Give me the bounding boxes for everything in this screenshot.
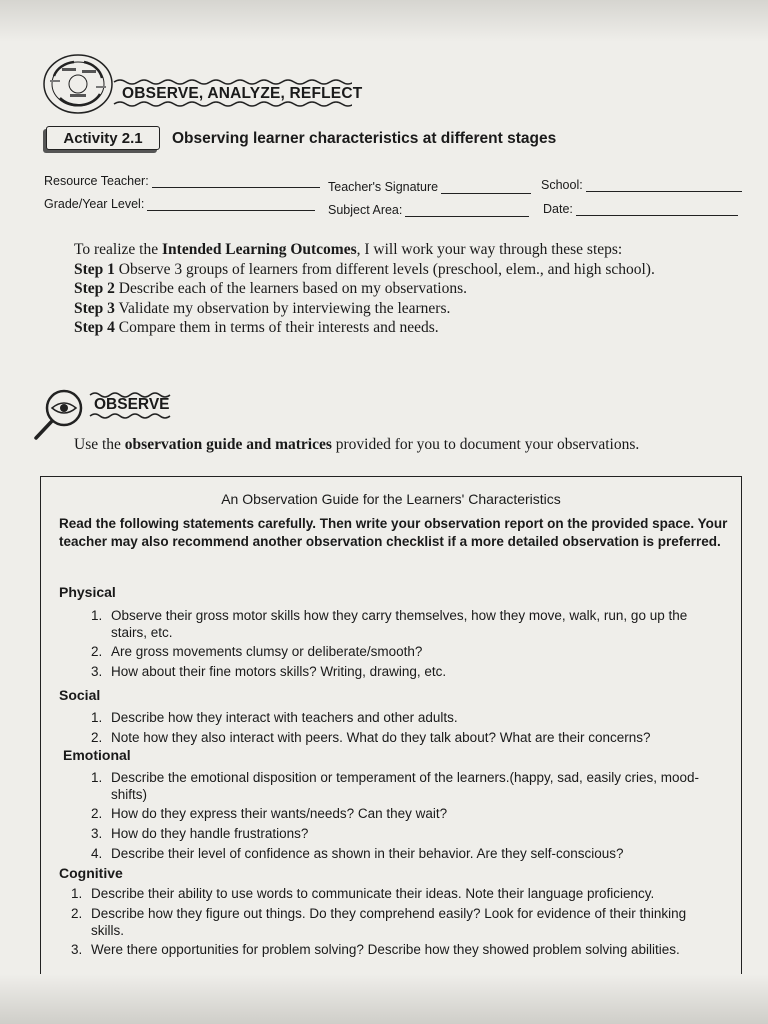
observe-instruction: Use the observation guide and matrices provided for you to document your observations. [74, 436, 640, 453]
date-label: Date: [543, 202, 573, 216]
resource-teacher-field [44, 173, 320, 188]
subject-area-field [328, 202, 529, 217]
physical-item-2: 2. Are gross movements clumsy or deliberate/smooth? [91, 644, 423, 659]
emotional-item-3: 3. How do they handle frustrations? [91, 826, 309, 841]
step-2: Step 2 Describe each of the learners based on my observations. [74, 280, 467, 297]
guide-title: An Observation Guide for the Learners' Characteristics [221, 491, 561, 507]
date-field [543, 201, 738, 216]
school-field [541, 177, 742, 192]
resource-teacher-label: Resource Teacher: [44, 174, 149, 188]
emotional-item-2: 2. How do they express their wants/needs? Can they wait? [91, 806, 448, 821]
intro-steps [74, 240, 754, 338]
social-item-1: 1. Describe how they interact with teachers and other adults. [91, 710, 458, 725]
emotional-item-4: 4. Describe their level of confidence as shown in their behavior. Are they self-conscious? [91, 846, 624, 861]
resource-teacher-line[interactable] [152, 173, 320, 188]
emotional-heading: Emotional [63, 747, 131, 763]
intro-line: To realize the Intended Learning Outcomes, I will work your way through these steps: [74, 241, 623, 258]
activity-title: Observing learner characteristics at different stages [172, 130, 557, 147]
cognitive-item-2: 2. Describe how they figure out things. Do they comprehend easily? Look for evidence of their thinking skills. [71, 906, 687, 938]
teachers-signature-field [328, 179, 531, 194]
social-heading: Social [59, 687, 101, 703]
step-3: Step 3 Validate my observation by interviewing the learners. [74, 299, 451, 317]
activity-label: Activity 2.1 [46, 126, 160, 150]
cognitive-item-1: 1. Describe their ability to use words to communicate their ideas. Note their language proficiency. [71, 886, 655, 901]
step-4: Step 4 Compare them in terms of their interests and needs. [74, 319, 439, 336]
physical-item-3: 3. How about their fine motors skills? Writing, drawing, etc. [91, 664, 447, 679]
date-line[interactable] [576, 201, 738, 216]
magnifier-eye-icon [30, 384, 92, 444]
emotional-item-1: 1. Describe the emotional disposition or temperament of the learners.(happy, sad, easily cries, mood-shifts) [91, 770, 700, 802]
grade-year-level-label: Grade/Year Level: [44, 197, 145, 211]
cognitive-heading: Cognitive [59, 865, 123, 881]
subject-area-line[interactable] [405, 202, 529, 217]
section-title: OBSERVE, ANALYZE, REFLECT [122, 85, 363, 102]
social-item-2: 2. Note how they also interact with peers. What do they talk about? What are their concerns? [91, 730, 651, 745]
observe-heading: OBSERVE [94, 396, 170, 413]
cognitive-item-3: 3. Were there opportunities for problem solving? Describe how they showed problem solving abilities. [71, 942, 680, 957]
physical-heading: Physical [59, 584, 116, 600]
guide-instructions: Read the following statements carefully. Then write your observation report on the provided space. Your teacher may also recommend another observation checklist if a more detailed observation is preferred. [59, 516, 728, 549]
grade-year-level-line[interactable] [147, 196, 315, 211]
school-label: School: [541, 178, 583, 192]
teachers-signature-label: Teacher's Signature [328, 180, 439, 194]
observation-guide-box [40, 476, 742, 976]
teachers-signature-line[interactable] [441, 179, 531, 194]
grade-year-level-field [44, 196, 315, 211]
physical-item-1: 1. Observe their gross motor skills how they carry themselves, how they move, walk, run, go up the stairs, etc. [91, 608, 688, 640]
subject-area-label: Subject Area: [328, 203, 403, 217]
observe-analyze-reflect-cycle-icon [40, 50, 118, 116]
school-line[interactable] [586, 177, 742, 192]
step-1: Step 1 Observe 3 groups of learners from different levels (preschool, elem., and high school). [74, 260, 655, 278]
